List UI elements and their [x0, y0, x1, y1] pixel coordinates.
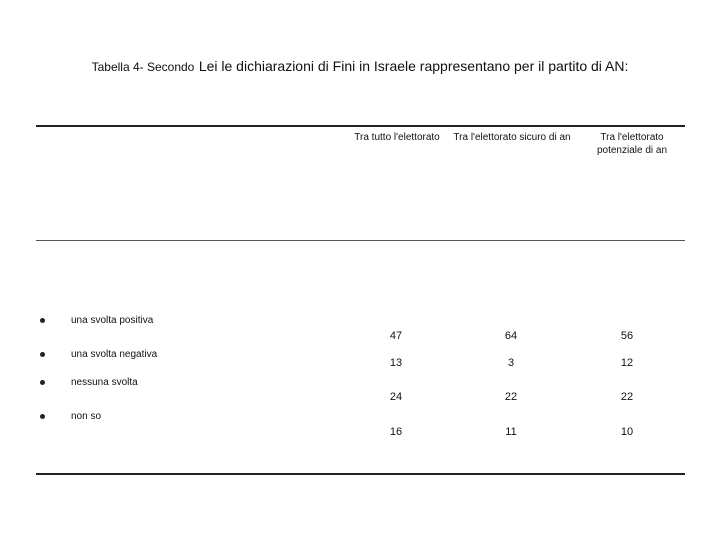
bottom-rule	[36, 473, 685, 475]
table-cell: 22	[504, 391, 518, 403]
column-header-potential-electorate: Tra l'elettorato potenziale di an	[596, 132, 668, 156]
header-rule	[36, 240, 685, 241]
table-cell: 64	[504, 330, 518, 342]
row-label-text: nessuna svolta	[71, 377, 138, 388]
column-header-sure-electorate: Tra l'elettorato sicuro di an	[453, 132, 571, 143]
table-cell: 11	[505, 426, 517, 438]
table-cell: 13	[389, 357, 403, 369]
table-cell: 12	[620, 357, 634, 369]
table-cell: 22	[620, 391, 634, 403]
title-prefix: Tabella 4- Secondo	[91, 60, 195, 74]
column-header-all-electorate: Tra tutto l'elettorato	[354, 132, 440, 143]
table-cell: 16	[389, 426, 403, 438]
table-cell: 24	[389, 391, 403, 403]
table-cell: 47	[389, 330, 403, 342]
title-main: Lei le dichiarazioni di Fini in Israele rappresentano per il partito di AN:	[198, 58, 629, 74]
table-cell: 56	[620, 330, 634, 342]
table-title	[0, 58, 720, 76]
row-label-text: una svolta negativa	[71, 349, 158, 360]
table-cell: 3	[507, 357, 515, 369]
bullet-icon	[40, 380, 45, 385]
row-label-text: non so	[71, 411, 102, 422]
bullet-icon	[40, 352, 45, 357]
bullet-icon	[40, 318, 45, 323]
top-rule	[36, 125, 685, 127]
bullet-icon	[40, 414, 45, 419]
table-cell: 10	[620, 426, 634, 438]
row-label-text: una svolta positiva	[71, 315, 154, 326]
